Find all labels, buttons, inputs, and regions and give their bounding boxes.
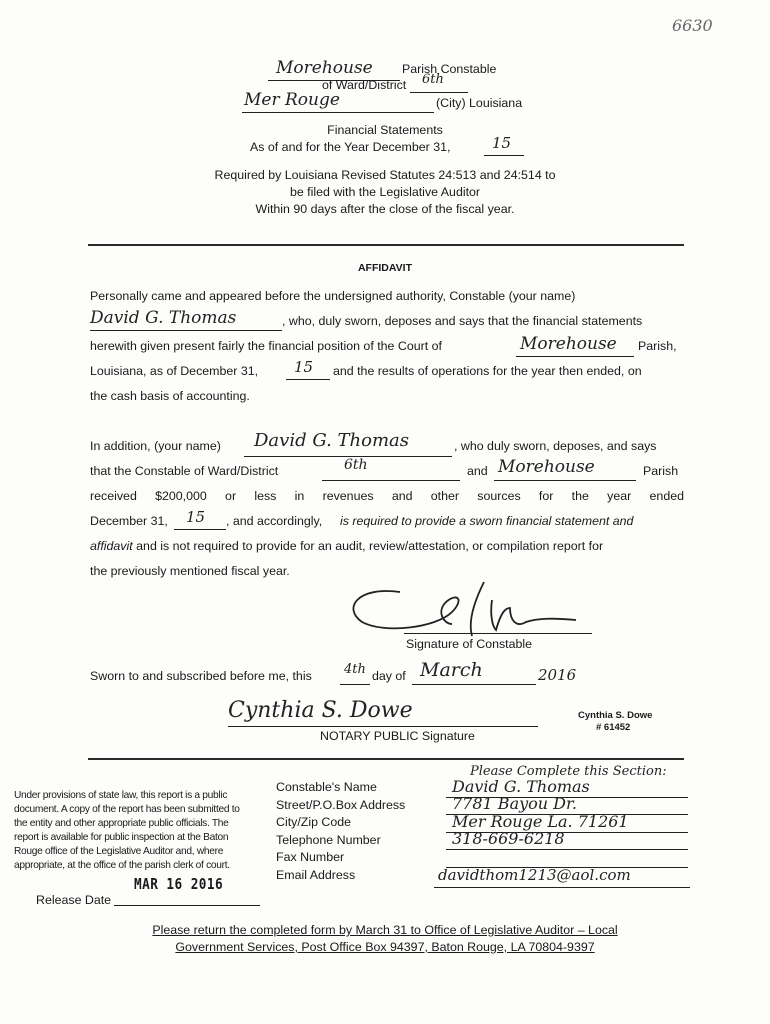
affidavit-line-4a: Louisiana, as of December 31,: [90, 364, 259, 378]
affidavit-year-line: [286, 358, 330, 380]
label-fax: Fax Number: [276, 850, 345, 865]
ward-line: [410, 72, 468, 93]
title-year-line: [484, 134, 524, 156]
note-line-5: Rouge office of the Legislative Auditor and, where: [14, 846, 224, 857]
affidavit-line-5: the cash basis of accounting.: [90, 389, 250, 403]
contact-email-line: [434, 868, 690, 888]
statute-line-2: be filed with the Legislative Auditor: [289, 185, 481, 199]
public-record-note: [14, 789, 280, 873]
label-city-zip: City/Zip Code: [276, 815, 352, 830]
sworn-month-line: [412, 659, 536, 685]
addition-line-1a: In addition, (your name): [90, 439, 221, 453]
sworn-day-value: 4th: [344, 662, 366, 677]
sworn-month-value: March: [420, 659, 483, 681]
contact-phone-value: 318-669-6218: [452, 829, 565, 848]
affidavit-line-3a: herewith given present fairly the financial position of the Court of: [90, 339, 442, 353]
addition-name-line: [244, 430, 452, 457]
contact-labels: [276, 779, 405, 885]
addition-line-4c: is required to provide a sworn financial statement and: [340, 514, 634, 528]
contact-email-value: davidthom1213@aol.com: [438, 866, 631, 884]
city-line: [242, 92, 434, 113]
addition-line-2a: that the Constable of Ward/District: [90, 464, 279, 478]
sworn-year-value: 2016: [538, 666, 577, 684]
affidavit-name-line: [90, 310, 282, 331]
contact-street-value: 7781 Bayou Dr.: [452, 794, 577, 813]
note-line-4: report is available for public inspection at the Baton: [14, 832, 229, 843]
note-line-2: document. A copy of the report has been submitted to: [14, 804, 240, 815]
title-financial-statements: Financial Statements: [327, 123, 443, 137]
affidavit-year-value: 15: [294, 358, 314, 376]
ward-label: of Ward/District: [322, 78, 407, 92]
addition-line-4b: , and accordingly,: [226, 514, 323, 528]
footer-line-1: Please return the completed form by March 31 to Office of Legislative Auditor – Local: [152, 923, 618, 937]
affidavit-court-value: Morehouse: [520, 334, 617, 354]
addition-ward-value: 6th: [344, 457, 368, 473]
label-constable-name: Constable's Name: [276, 780, 377, 794]
affidavit-line-2: , who, duly sworn, deposes and says that the financial statements: [282, 314, 643, 328]
addition-line-1b: , who duly sworn, deposes, and says: [454, 439, 657, 453]
note-line-3: the entity and other appropriate public officials. The: [14, 818, 229, 829]
footer-line-2: Government Services, Post Office Box 94397, Baton Rouge, LA 70804-9397: [175, 940, 595, 954]
title-year-label: As of and for the Year December 31,: [250, 140, 451, 154]
constable-signature-label: Signature of Constable: [406, 637, 533, 651]
notary-signature-label: NOTARY PUBLIC Signature: [320, 729, 475, 743]
contact-city-value: Mer Rouge La. 71261: [452, 812, 629, 831]
addition-year-line: [174, 508, 226, 530]
addition-line-4a: December 31,: [90, 514, 168, 528]
sworn-text-b: day of: [372, 669, 406, 683]
affidavit-line-4b: and the results of operations for the year then ended, on: [333, 364, 642, 378]
affidavit-name-value: David G. Thomas: [90, 308, 237, 328]
note-line-1: Under provisions of state law, this report is a public: [14, 790, 228, 801]
please-complete-label: Please Complete this Section:: [470, 764, 667, 779]
affidavit-court-line: [516, 336, 634, 357]
release-date-line: [114, 905, 260, 906]
contact-name-value: David G. Thomas: [452, 777, 590, 796]
addition-name-value: David G. Thomas: [254, 430, 409, 451]
city-value: Mer Rouge: [244, 90, 340, 110]
notary-stamp-name: Cynthia S. Dowe: [578, 710, 653, 721]
notary-stamp-id: # 61452: [596, 722, 631, 733]
statute-line-1: Required by Louisiana Revised Statutes 24:513 and 24:514 to: [214, 168, 556, 182]
addition-line-5a: affidavit: [90, 539, 133, 553]
footer-instructions: [0, 922, 770, 956]
notary-stamp: [578, 710, 652, 734]
city-label: (City) Louisiana: [436, 96, 523, 110]
addition-line-3: received $200,000 or less in revenues and other sources for the year ended: [90, 489, 684, 503]
addition-ward-line: [322, 457, 460, 481]
addition-line-2c: Parish: [643, 464, 679, 478]
affidavit-heading: AFFIDAVIT: [357, 262, 413, 274]
release-date-label: Release Date: [36, 893, 112, 907]
label-telephone: Telephone Number: [276, 832, 381, 847]
affidavit-line-3b: Parish,: [638, 339, 677, 353]
contact-phone-line: [446, 829, 688, 850]
statute-line-3: Within 90 days after the close of the fiscal year.: [255, 202, 515, 216]
addition-line-6: the previously mentioned fiscal year.: [90, 564, 290, 578]
divider-bottom: [88, 758, 684, 760]
addition-parish-line: [494, 457, 636, 481]
label-street-address: Street/P.O.Box Address: [276, 797, 406, 812]
sworn-day-line: [340, 662, 370, 685]
release-date-stamp: MAR 16 2016: [134, 875, 224, 893]
divider-top: [88, 244, 684, 246]
parish-constable-label: Parish Constable: [402, 62, 497, 76]
addition-line-2b: and: [467, 464, 488, 478]
ward-value: 6th: [422, 72, 444, 87]
notary-signature-image: Cynthia S. Dowe: [228, 698, 413, 723]
affidavit-line-1: Personally came and appeared before the undersigned authority, Constable (your name): [90, 289, 576, 303]
constable-signature-image: [340, 578, 600, 640]
document-number: 6630: [672, 16, 713, 35]
addition-year-value: 15: [186, 508, 206, 526]
parish-name-value: Morehouse: [276, 58, 373, 78]
title-year-value: 15: [492, 134, 512, 152]
note-line-6: appropriate, at the office of the parish clerk of court.: [14, 860, 230, 871]
addition-parish-value: Morehouse: [498, 457, 595, 477]
addition-line-5b: and is not required to provide for an audit, review/attestation, or compilation report for: [136, 539, 604, 553]
label-email: Email Address: [276, 867, 356, 882]
sworn-text-a: Sworn to and subscribed before me, this: [90, 669, 312, 683]
